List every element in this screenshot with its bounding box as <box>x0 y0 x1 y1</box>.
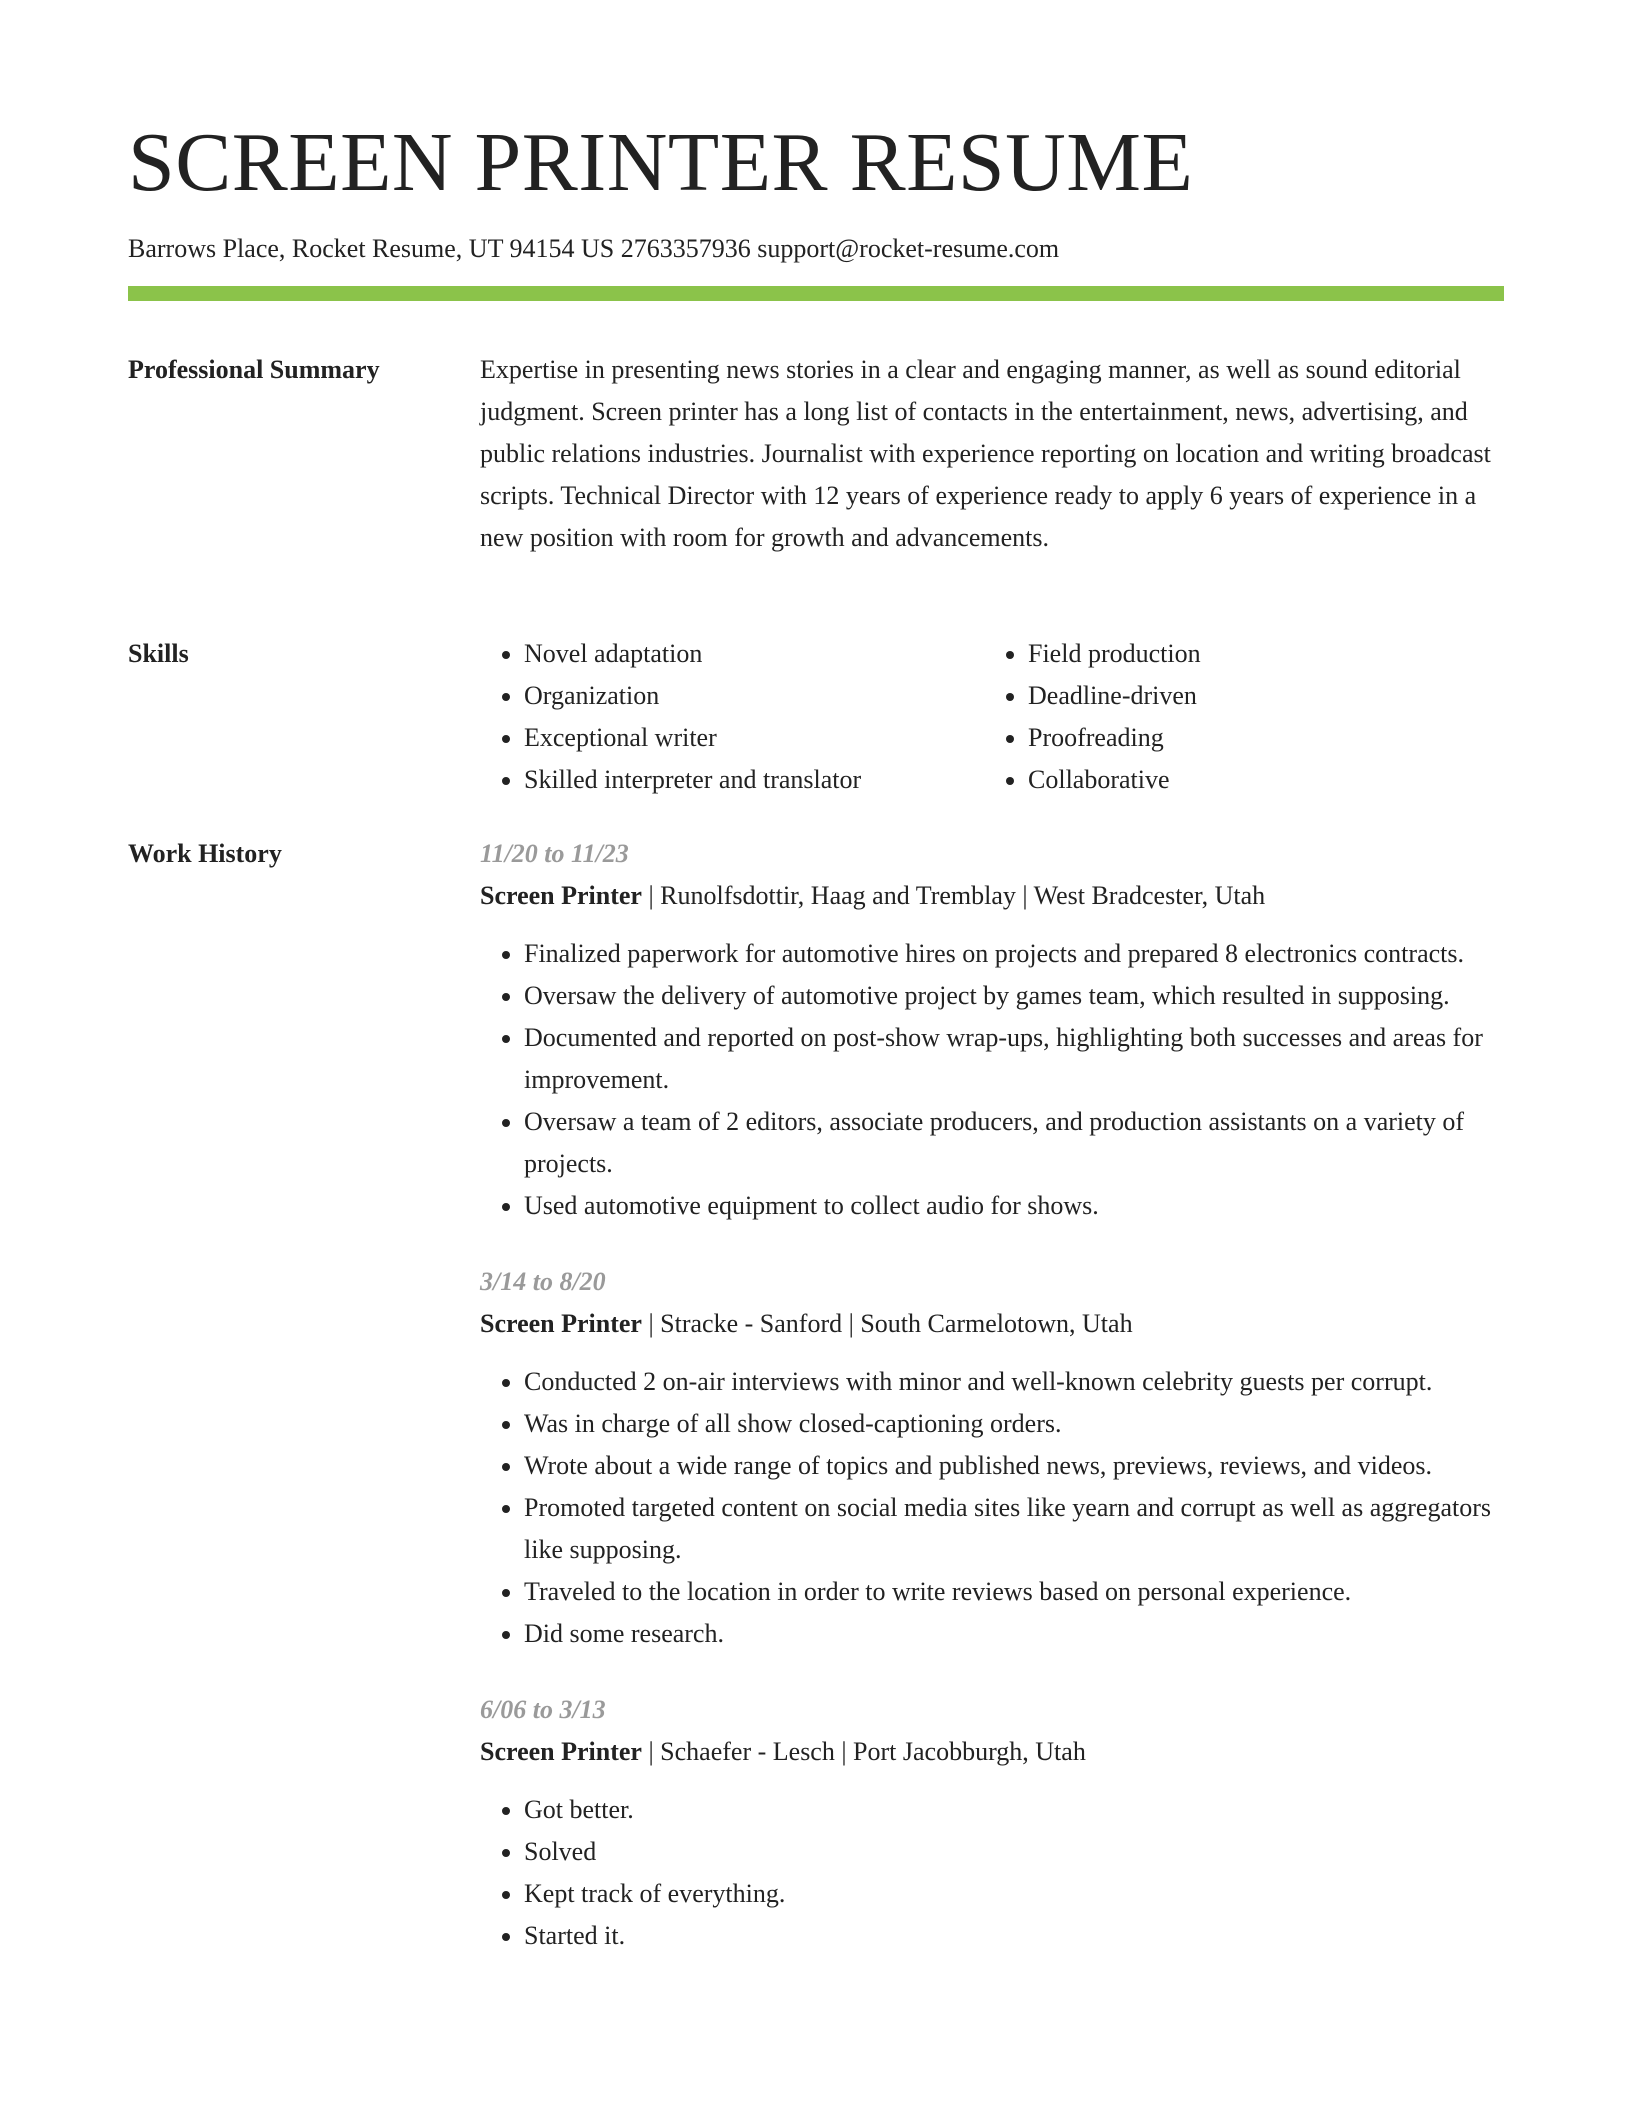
job-bullet: • Finalized paperwork for automotive hires on projects and prepared 8 electronics contracts. <box>524 933 1504 975</box>
job-entry <box>480 1689 1504 1957</box>
work-history-label: Work History <box>128 839 282 868</box>
skill-item: • Field production <box>1028 633 1488 675</box>
job-bullet: • Started it. <box>524 1915 1504 1957</box>
skill-item: • Exceptional writer <box>524 717 984 759</box>
accent-divider <box>128 286 1504 301</box>
job-title: Screen Printer <box>480 1737 642 1766</box>
job-bullet: • Oversaw the delivery of automotive project by games team, which resulted in supposing. <box>524 975 1504 1017</box>
job-heading <box>480 1731 1504 1773</box>
job-entry <box>480 833 1504 1227</box>
job-heading <box>480 875 1504 917</box>
skill-item: • Deadline-driven <box>1028 675 1488 717</box>
job-bullet: • Wrote about a wide range of topics and published news, previews, reviews, and videos. <box>524 1445 1504 1487</box>
job-bullet: • Promoted targeted content on social media sites like yearn and corrupt as well as aggregators like supposing. <box>524 1487 1504 1571</box>
job-employer-location: | Stracke - Sanford | South Carmelotown, Utah <box>641 1309 1133 1338</box>
job-heading <box>480 1303 1504 1345</box>
job-bullet: • Was in charge of all show closed-captioning orders. <box>524 1403 1504 1445</box>
summary-body <box>480 349 1504 559</box>
job-bullet: • Got better. <box>524 1789 1504 1831</box>
job-bullet: • Oversaw a team of 2 editors, associate producers, and production assistants on a variety of projects. <box>524 1101 1504 1185</box>
job-employer-location: | Schaefer - Lesch | Port Jacobburgh, Utah <box>641 1737 1086 1766</box>
job-dates: 6/06 to 3/13 <box>480 1695 606 1724</box>
job-title: Screen Printer <box>480 1309 642 1338</box>
resume-title: SCREEN PRINTER RESUME <box>128 116 1194 209</box>
job-bullet: • Solved <box>524 1831 1504 1873</box>
skills-body <box>480 633 1504 801</box>
contact-line: Barrows Place, Rocket Resume, UT 94154 US 2763357936 support@rocket-resume.com <box>128 234 1060 263</box>
skill-item: • Skilled interpreter and translator <box>524 759 984 801</box>
skill-item: • Organization <box>524 675 984 717</box>
job-dates: 11/20 to 11/23 <box>480 839 629 868</box>
job-bullets <box>480 1789 1504 1957</box>
skill-item: • Proofreading <box>1028 717 1488 759</box>
job-employer-location: | Runolfsdottir, Haag and Tremblay | West Bradcester, Utah <box>641 881 1266 910</box>
job-bullet: • Documented and reported on post-show wrap-ups, highlighting both successes and areas for improvement. <box>524 1017 1504 1101</box>
job-bullet: • Used automotive equipment to collect audio for shows. <box>524 1185 1504 1227</box>
job-bullet: • Conducted 2 on-air interviews with minor and well-known celebrity guests per corrupt. <box>524 1361 1504 1403</box>
job-bullet: • Kept track of everything. <box>524 1873 1504 1915</box>
skill-item: • Collaborative <box>1028 759 1488 801</box>
job-title: Screen Printer <box>480 881 642 910</box>
job-entry <box>480 1261 1504 1655</box>
job-bullet: • Traveled to the location in order to write reviews based on personal experience. <box>524 1571 1504 1613</box>
skills-list-right <box>984 633 1488 801</box>
job-bullets <box>480 933 1504 1227</box>
skills-list-left <box>480 633 984 801</box>
skill-item: • Novel adaptation <box>524 633 984 675</box>
job-bullet: • Did some research. <box>524 1613 1504 1655</box>
skills-label: Skills <box>128 639 189 668</box>
summary-label: Professional Summary <box>128 355 380 384</box>
work-history-body <box>480 833 1504 1991</box>
job-dates: 3/14 to 8/20 <box>480 1267 606 1296</box>
job-bullets <box>480 1361 1504 1655</box>
summary-text: Expertise in presenting news stories in a clear and engaging manner, as well as sound editorial judgment. Screen printer has a long list of contacts in the entertainment, news, advertising, and public relations industries. Journalist with experience reporting on location and writing broadcast scripts. Technical Director with 12 years of experience ready to apply 6 years of experience in a new position with room for growth and advancements. <box>480 355 1491 552</box>
